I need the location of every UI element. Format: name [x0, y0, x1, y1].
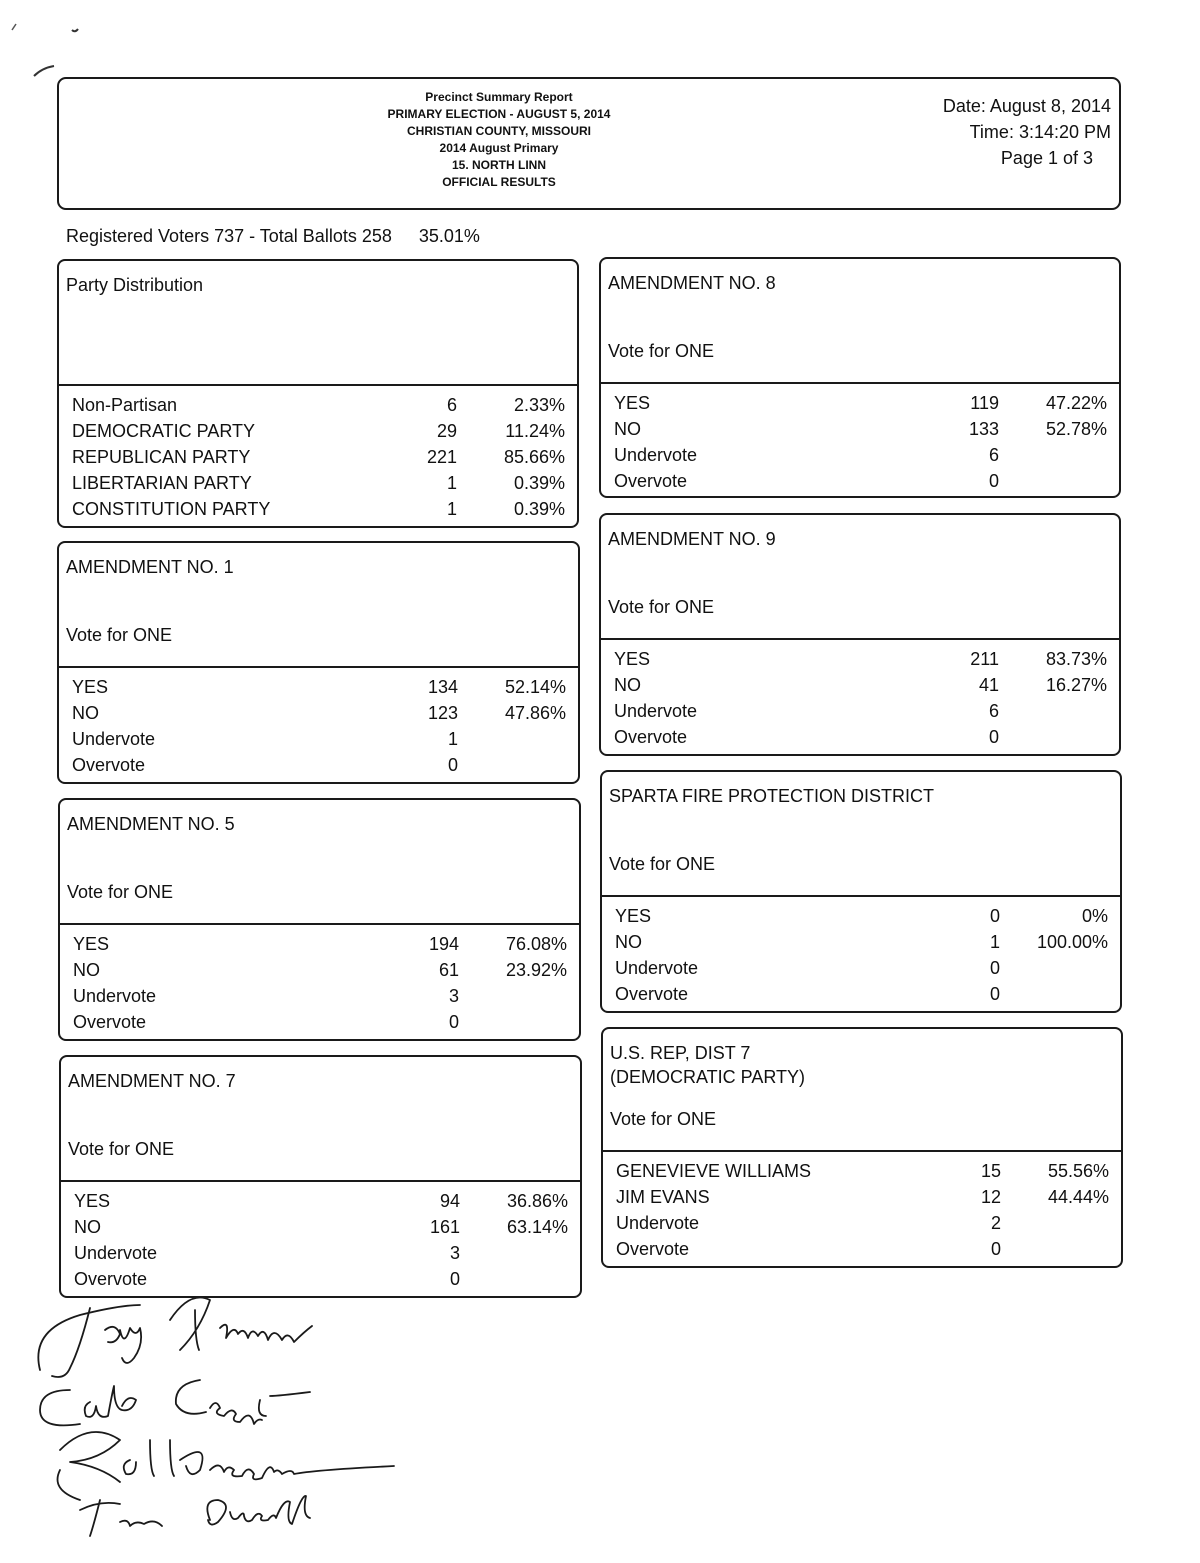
- row-count: 3: [449, 1243, 460, 1263]
- row-label: NO: [72, 703, 99, 723]
- row-count: 1: [989, 932, 1000, 952]
- result-row: [603, 1158, 1121, 1184]
- vote-instruction: Vote for ONE: [67, 882, 174, 902]
- row-count: 221: [426, 447, 457, 467]
- row-count: 119: [970, 393, 999, 413]
- row-percent: 0.39%: [513, 473, 565, 493]
- result-row: [602, 903, 1120, 929]
- row-label: Undervote: [73, 986, 157, 1006]
- row-count: 41: [978, 675, 999, 695]
- row-count: 0: [447, 755, 458, 775]
- amendment-8-box: [599, 257, 1121, 498]
- box-header: [61, 1057, 580, 1182]
- row-label: NO: [614, 419, 641, 439]
- result-rows: [59, 386, 577, 522]
- row-percent: 0.39%: [513, 499, 565, 519]
- result-row: [61, 1188, 580, 1214]
- row-percent: 47.86%: [504, 703, 566, 723]
- row-label: Overvote: [73, 1012, 147, 1032]
- results-status: OFFICIAL RESULTS: [442, 175, 556, 189]
- vote-instruction: Vote for ONE: [610, 1109, 717, 1129]
- result-row: [61, 1240, 580, 1266]
- result-row: [601, 672, 1119, 698]
- row-count: 0: [449, 1269, 460, 1289]
- row-percent: 16.27%: [1045, 675, 1107, 695]
- row-count: 211: [970, 649, 999, 669]
- amendment-9-box: [599, 513, 1121, 756]
- result-row: [60, 957, 579, 983]
- row-label: Overvote: [614, 727, 688, 747]
- result-row: [61, 1266, 580, 1292]
- us-rep-dist-7-box: [601, 1027, 1123, 1268]
- row-count: 134: [427, 677, 458, 697]
- vote-instruction: Vote for ONE: [608, 341, 715, 361]
- row-label: Overvote: [615, 984, 689, 1004]
- box-title: U.S. REP, DIST 7: [610, 1043, 751, 1063]
- result-row: [601, 698, 1119, 724]
- report-time: Time: 3:14:20 PM: [969, 122, 1111, 142]
- vote-instruction: Vote for ONE: [66, 625, 173, 645]
- row-label: DEMOCRATIC PARTY: [72, 421, 256, 441]
- row-count: 0: [988, 727, 999, 747]
- box-header: [603, 1029, 1121, 1152]
- row-label: YES: [614, 393, 651, 413]
- row-percent: 63.14%: [506, 1217, 568, 1237]
- result-row: [59, 752, 578, 778]
- turnout-text: Registered Voters 737 - Total Ballots 258: [66, 226, 392, 246]
- row-count: 94: [439, 1191, 460, 1211]
- result-row: [601, 442, 1119, 468]
- row-count: 0: [990, 1239, 1001, 1259]
- row-label: LIBERTARIAN PARTY: [72, 473, 252, 493]
- report-header: [57, 77, 1121, 210]
- row-label: Undervote: [74, 1243, 158, 1263]
- row-count: 0: [989, 984, 1000, 1004]
- report-title-block: [359, 89, 639, 191]
- result-row: [59, 700, 578, 726]
- result-row: [601, 724, 1119, 750]
- row-count: 12: [980, 1187, 1001, 1207]
- row-percent: 85.66%: [503, 447, 565, 467]
- result-row: [59, 444, 577, 470]
- row-count: 1: [446, 499, 457, 519]
- row-percent: 0%: [1081, 906, 1108, 926]
- row-count: 29: [436, 421, 457, 441]
- result-row: [59, 674, 578, 700]
- row-percent: 23.92%: [505, 960, 567, 980]
- amendment-1-box: [57, 541, 580, 784]
- row-percent: 11.24%: [505, 421, 565, 441]
- turnout-summary: [66, 226, 480, 247]
- sparta-fire-box: [600, 770, 1122, 1013]
- row-percent: 47.22%: [1045, 393, 1107, 413]
- row-label: NO: [615, 932, 642, 952]
- row-percent: 52.78%: [1045, 419, 1107, 439]
- report-date: Date: August 8, 2014: [942, 96, 1111, 116]
- row-count: 0: [989, 958, 1000, 978]
- row-percent: 83.73%: [1045, 649, 1107, 669]
- result-row: [60, 931, 579, 957]
- row-label: Overvote: [614, 471, 688, 491]
- row-label: JIM EVANS: [616, 1187, 710, 1207]
- row-label: REPUBLICAN PARTY: [72, 447, 251, 467]
- result-row: [603, 1236, 1121, 1262]
- row-percent: 76.08%: [505, 934, 567, 954]
- result-rows: [603, 1152, 1121, 1262]
- row-count: 133: [968, 419, 999, 439]
- result-row: [602, 929, 1120, 955]
- row-label: Non-Partisan: [72, 395, 178, 415]
- row-count: 61: [438, 960, 459, 980]
- row-count: 6: [446, 395, 457, 415]
- amendment-7-box: [59, 1055, 582, 1298]
- result-row: [601, 468, 1119, 494]
- row-label: Undervote: [615, 958, 699, 978]
- row-count: 161: [429, 1217, 460, 1237]
- box-title: Party Distribution: [66, 275, 204, 295]
- box-title: AMENDMENT NO. 1: [66, 557, 234, 577]
- result-row: [601, 390, 1119, 416]
- row-label: Undervote: [72, 729, 156, 749]
- result-row: [59, 418, 577, 444]
- row-label: NO: [614, 675, 641, 695]
- row-label: CONSTITUTION PARTY: [72, 499, 271, 519]
- vote-instruction: Vote for ONE: [609, 854, 716, 874]
- report-meta: [943, 93, 1111, 171]
- handwritten-signatures: [20, 1290, 440, 1550]
- row-count: 0: [989, 906, 1000, 926]
- row-count: 3: [448, 986, 459, 1006]
- result-row: [603, 1184, 1121, 1210]
- county-name: CHRISTIAN COUNTY, MISSOURI: [406, 124, 591, 138]
- row-label: YES: [615, 906, 652, 926]
- result-row: [602, 955, 1120, 981]
- box-title: AMENDMENT NO. 9: [608, 529, 776, 549]
- turnout-percent: 35.01%: [418, 226, 480, 246]
- row-percent: 44.44%: [1047, 1187, 1109, 1207]
- vote-instruction: Vote for ONE: [608, 597, 715, 617]
- row-count: 15: [980, 1161, 1001, 1181]
- result-rows: [59, 668, 578, 778]
- result-rows: [60, 925, 579, 1035]
- result-row: [59, 496, 577, 522]
- row-label: NO: [73, 960, 100, 980]
- row-count: 2: [990, 1213, 1001, 1233]
- row-label: NO: [74, 1217, 101, 1237]
- row-count: 0: [448, 1012, 459, 1032]
- row-label: Overvote: [616, 1239, 690, 1259]
- row-percent: 55.56%: [1047, 1161, 1109, 1181]
- row-count: 6: [988, 445, 999, 465]
- result-row: [60, 1009, 579, 1035]
- row-percent: 100.00%: [1036, 932, 1108, 952]
- result-row: [603, 1210, 1121, 1236]
- result-row: [59, 470, 577, 496]
- row-count: 194: [428, 934, 459, 954]
- party-distribution-box: [57, 259, 579, 528]
- row-percent: 36.86%: [506, 1191, 568, 1211]
- box-title: SPARTA FIRE PROTECTION DISTRICT: [609, 786, 935, 806]
- result-rows: [601, 384, 1119, 494]
- box-header: [59, 543, 578, 668]
- row-label: Overvote: [72, 755, 146, 775]
- row-label: Undervote: [614, 701, 698, 721]
- row-label: GENEVIEVE WILLIAMS: [616, 1161, 812, 1181]
- box-header: [601, 515, 1119, 640]
- box-header: [59, 261, 577, 386]
- row-count: 6: [988, 701, 999, 721]
- result-row: [601, 646, 1119, 672]
- result-row: [59, 726, 578, 752]
- result-rows: [602, 897, 1120, 1007]
- result-rows: [601, 640, 1119, 750]
- row-label: YES: [73, 934, 110, 954]
- result-row: [61, 1214, 580, 1240]
- row-label: Undervote: [616, 1213, 700, 1233]
- result-row: [601, 416, 1119, 442]
- box-header: [60, 800, 579, 925]
- precinct-name: 15. NORTH LINN: [451, 158, 546, 172]
- report-title: Precinct Summary Report: [425, 90, 573, 104]
- vote-instruction: Vote for ONE: [68, 1139, 175, 1159]
- box-title: AMENDMENT NO. 5: [67, 814, 235, 834]
- row-count: 1: [447, 729, 458, 749]
- row-label: YES: [614, 649, 651, 669]
- row-label: YES: [72, 677, 109, 697]
- box-title: AMENDMENT NO. 7: [68, 1071, 236, 1091]
- box-subtitle: (DEMOCRATIC PARTY): [610, 1067, 806, 1087]
- result-rows: [61, 1182, 580, 1292]
- box-header: [602, 772, 1120, 897]
- row-count: 1: [446, 473, 457, 493]
- row-label: Overvote: [74, 1269, 148, 1289]
- row-count: 0: [988, 471, 999, 491]
- row-label: YES: [74, 1191, 111, 1211]
- box-header: [601, 259, 1119, 384]
- result-row: [59, 392, 577, 418]
- row-label: Undervote: [614, 445, 698, 465]
- result-row: [602, 981, 1120, 1007]
- amendment-5-box: [58, 798, 581, 1041]
- election-name: PRIMARY ELECTION - AUGUST 5, 2014: [387, 107, 611, 121]
- result-row: [60, 983, 579, 1009]
- row-percent: 52.14%: [504, 677, 566, 697]
- election-subtitle: 2014 August Primary: [439, 141, 559, 155]
- box-title: AMENDMENT NO. 8: [608, 273, 776, 293]
- row-count: 123: [427, 703, 458, 723]
- row-percent: 2.33%: [513, 395, 565, 415]
- page-number: Page 1 of 3: [1000, 148, 1093, 168]
